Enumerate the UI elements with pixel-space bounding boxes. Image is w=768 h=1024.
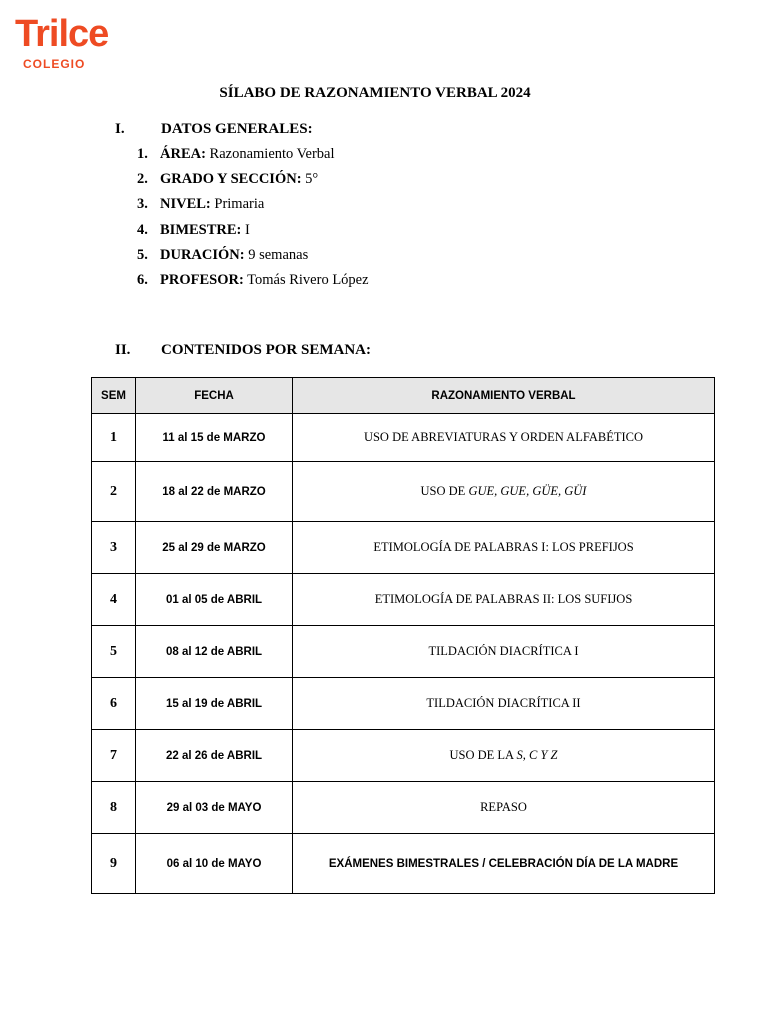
- list-item: [137, 220, 369, 245]
- logo-subtitle: COLEGIO: [23, 57, 86, 71]
- cell-fecha: 29 al 03 de MAYO: [136, 782, 293, 834]
- section-contents-heading: [115, 342, 371, 359]
- cell-fecha: 25 al 29 de MARZO: [136, 522, 293, 574]
- item-label: BIMESTRE:: [160, 221, 242, 238]
- cell-sem: 5: [92, 626, 136, 678]
- item-value: Primaria: [214, 196, 265, 213]
- table-row: [92, 522, 715, 574]
- section-title: DATOS GENERALES:: [161, 121, 313, 137]
- item-number: 1.: [137, 146, 148, 162]
- cell-fecha: 22 al 26 de ABRIL: [136, 730, 293, 782]
- cell-topic: [293, 730, 715, 782]
- cell-fecha: 01 al 05 de ABRIL: [136, 574, 293, 626]
- topic-prefix: USO DE: [420, 484, 469, 498]
- cell-fecha: 15 al 19 de ABRIL: [136, 678, 293, 730]
- header-sem: SEM: [92, 378, 136, 414]
- cell-fecha: 11 al 15 de MARZO: [136, 414, 293, 462]
- table-row: [92, 678, 715, 730]
- item-value: 9 semanas: [248, 246, 309, 263]
- table-header-row: [92, 378, 715, 414]
- item-value: 5°: [305, 171, 319, 188]
- cell-sem: 9: [92, 834, 136, 894]
- section-general-heading: [115, 121, 313, 138]
- list-item: [137, 169, 369, 194]
- item-label: ÁREA:: [160, 146, 206, 162]
- table-row: [92, 834, 715, 894]
- section-number: I.: [115, 121, 125, 137]
- document-title: SÍLABO DE RAZONAMIENTO VERBAL 2024: [219, 85, 531, 101]
- table-row: [92, 574, 715, 626]
- item-label: PROFESOR:: [160, 271, 244, 288]
- cell-topic: REPASO: [293, 782, 715, 834]
- cell-topic: ETIMOLOGÍA DE PALABRAS I: LOS PREFIJOS: [293, 522, 715, 574]
- cell-topic: EXÁMENES BIMESTRALES / CELEBRACIÓN DÍA DE LA MADRE: [293, 834, 715, 894]
- topic-italic: GUE, GUE, GÜE, GÜI: [468, 484, 587, 498]
- cell-sem: 8: [92, 782, 136, 834]
- weekly-contents-table: [91, 377, 715, 894]
- list-item: [137, 270, 369, 295]
- cell-sem: 2: [92, 462, 136, 522]
- logo-wordmark: Trilce: [15, 13, 109, 55]
- item-number: 2.: [137, 171, 148, 188]
- item-value: I: [245, 221, 250, 238]
- table-row: [92, 414, 715, 462]
- general-data-list: [137, 144, 369, 295]
- cell-fecha: 18 al 22 de MARZO: [136, 462, 293, 522]
- list-item: [137, 245, 369, 270]
- cell-sem: 6: [92, 678, 136, 730]
- table-row: [92, 462, 715, 522]
- item-number: 5.: [137, 246, 148, 263]
- item-label: NIVEL:: [160, 196, 211, 213]
- header-fecha: FECHA: [136, 378, 293, 414]
- item-label: DURACIÓN:: [160, 246, 245, 263]
- item-value: Tomás Rivero López: [247, 271, 369, 288]
- topic-italic: S, C Y Z: [516, 748, 558, 762]
- item-number: 3.: [137, 196, 148, 213]
- school-logo: [15, 15, 108, 71]
- table-row: [92, 730, 715, 782]
- table-row: [92, 626, 715, 678]
- cell-sem: 3: [92, 522, 136, 574]
- cell-sem: 4: [92, 574, 136, 626]
- item-number: 4.: [137, 221, 148, 238]
- topic-prefix: USO DE LA: [449, 748, 517, 762]
- section-number: II.: [115, 342, 131, 358]
- cell-fecha: 08 al 12 de ABRIL: [136, 626, 293, 678]
- cell-fecha: 06 al 10 de MAYO: [136, 834, 293, 894]
- cell-topic: USO DE ABREVIATURAS Y ORDEN ALFABÉTICO: [293, 414, 715, 462]
- cell-sem: 1: [92, 414, 136, 462]
- cell-topic: TILDACIÓN DIACRÍTICA I: [293, 626, 715, 678]
- list-item: [137, 144, 369, 169]
- table-row: [92, 782, 715, 834]
- header-topic: RAZONAMIENTO VERBAL: [293, 378, 715, 414]
- item-value: Razonamiento Verbal: [209, 146, 335, 162]
- section-title: CONTENIDOS POR SEMANA:: [161, 342, 372, 358]
- cell-topic: TILDACIÓN DIACRÍTICA II: [293, 678, 715, 730]
- item-label: GRADO Y SECCIÓN:: [160, 171, 302, 188]
- cell-topic: [293, 462, 715, 522]
- cell-topic: ETIMOLOGÍA DE PALABRAS II: LOS SUFIJOS: [293, 574, 715, 626]
- list-item: [137, 194, 369, 219]
- item-number: 6.: [137, 271, 148, 288]
- cell-sem: 7: [92, 730, 136, 782]
